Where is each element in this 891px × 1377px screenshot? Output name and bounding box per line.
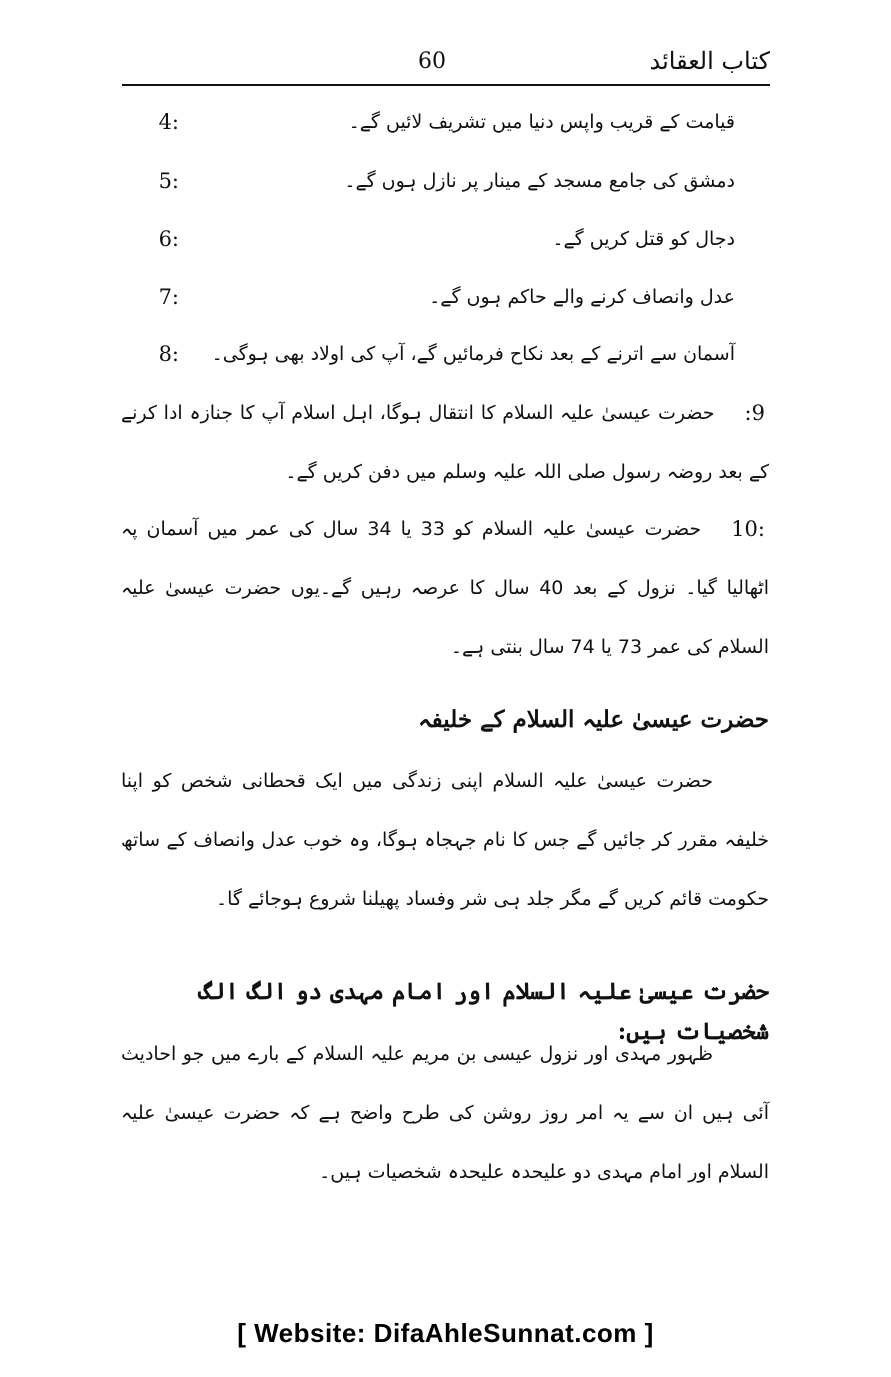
list-item-number: 9: xyxy=(744,401,765,425)
list-item-text: حضرت عیسیٰ علیہ السلام کا انتقال ہوگا، اہل اسلام آپ کا جنازہ ادا کرنے کے بعد روضہ رسول صلی اللہ علیہ وسلم میں دفن کریں گے۔ xyxy=(121,402,769,483)
list-item-number: :10 xyxy=(731,517,765,541)
book-title: کتاب العقائد xyxy=(649,47,770,75)
list-item-text: حضرت عیسیٰ علیہ السلام کو 33 یا 34 سال کی عمر میں آسمان پہ اٹھالیا گیا۔ نزول کے بعد 40 سال کا عرصہ رہیں گے۔یوں حضرت عیسیٰ علیہ السلام کی عمر 73 یا 74 سال بنتی ہے۔ xyxy=(121,518,769,658)
section-body-caliph: حضرت عیسیٰ علیہ السلام اپنی زندگی میں ایک قحطانی شخص کو اپنا خلیفہ مقرر کر جائیں گے جس کا نام جہجاہ ہوگا، وہ خوب عدل وانصاف کے ساتھ حکومت قائم کریں گے مگر جلد ہی شر وفساد پھیلنا شروع ہوجائے گا۔ xyxy=(121,770,769,910)
list-item-text: آسمان سے اترنے کے بعد نکاح فرمائیں گے، آپ کی اولاد بھی ہوگی۔ xyxy=(211,343,735,365)
list-item-number: 4: xyxy=(158,110,179,134)
list-item xyxy=(121,337,769,371)
list-item-number: 6: xyxy=(158,227,179,251)
list-item xyxy=(121,105,769,139)
list-item-number: 5: xyxy=(158,169,179,193)
page-header xyxy=(122,40,770,86)
list-item xyxy=(121,222,769,256)
section-heading-caliph: حضرت عیسیٰ علیہ السلام کے خلیفہ xyxy=(418,706,769,733)
list-item-text: دجال کو قتل کریں گے۔ xyxy=(552,228,735,250)
website-footer: [ Website: DifaAhleSunnat.com ] xyxy=(237,1318,654,1348)
list-item-number: 8: xyxy=(158,342,179,366)
list-item xyxy=(121,164,769,198)
list-item-10 xyxy=(121,500,769,677)
list-item-number: 7: xyxy=(158,285,179,309)
list-item-text: قیامت کے قریب واپس دنیا میں تشریف لائیں گے۔ xyxy=(348,111,735,133)
list-item-9 xyxy=(121,384,769,502)
section-body-mahdi: ظہور مہدی اور نزول عیسی بن مریم علیہ السلام کے بارے میں جو احادیث آئی ہیں ان سے یہ امر روز روشن کی طرح واضح ہے کہ حضرت عیسیٰ علیہ السلام اور امام مہدی دو علیحدہ علیحدہ شخصیات ہیں۔ xyxy=(121,1043,769,1183)
list-item-text: عدل وانصاف کرنے والے حاکم ہوں گے۔ xyxy=(429,286,735,308)
list-item xyxy=(121,280,769,314)
list-item-text: دمشق کی جامع مسجد کے مینار پر نازل ہوں گے۔ xyxy=(344,170,735,192)
section-heading-mahdi: حضرت عیسیٰ علیہ السلام اور امام مہدی دو الگ الگ شخصیات ہیں: xyxy=(198,978,769,1045)
page-number: 60 xyxy=(418,49,446,74)
